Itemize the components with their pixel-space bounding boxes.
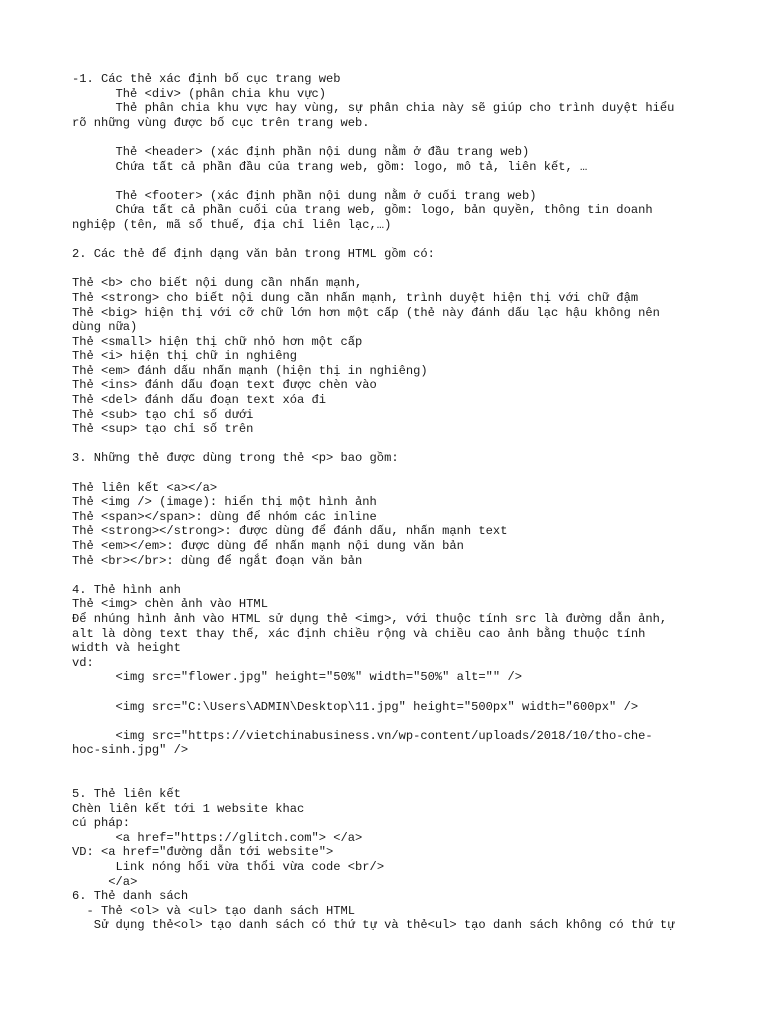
text-line (72, 233, 712, 248)
text-line: rõ những vùng được bố cục trên trang web. (72, 115, 370, 130)
text-line: Chứa tất cả phần cuối của trang web, gồm: logo, bản quyền, thông tin doanh (72, 203, 653, 218)
text-line: Chèn liên kết tới 1 website khac (72, 801, 305, 816)
text-line: cú pháp: (72, 816, 131, 831)
text-line: Thẻ <img /> (image): hiển thị một hình ảnh (72, 495, 377, 510)
text-line: Thẻ <sub> tạo chỉ số dưới (72, 407, 254, 422)
text-line: Thẻ <ins> đánh dấu đoạn text được chèn vào (72, 378, 377, 393)
text-line: - Thẻ <ol> và <ul> tạo danh sách HTML (72, 903, 356, 918)
text-line: <img src="flower.jpg" height="50%" width="50%" alt="" /> (72, 670, 522, 685)
text-line: Thẻ <b> cho biết nội dung cần nhấn mạnh, (72, 276, 363, 291)
text-line: Thẻ <img> chèn ảnh vào HTML (72, 597, 268, 612)
text-line: Link nóng hổi vừa thổi vừa code <br/> (72, 860, 385, 875)
text-line: alt là dòng text thay thế, xác định chiều rộng và chiều cao ảnh bằng thuộc tính (72, 626, 646, 641)
text-line (72, 437, 712, 452)
text-line: vd: (72, 655, 94, 670)
text-line (72, 466, 712, 481)
text-line (72, 130, 712, 145)
text-line: -1. Các thẻ xác định bố cục trang web (72, 72, 341, 86)
text-line: Thẻ <span></span>: dùng để nhóm các inline (72, 509, 377, 524)
text-line (72, 568, 712, 583)
text-line: Để nhúng hình ảnh vào HTML sử dụng thẻ <img>, với thuộc tính src là đường dẫn ảnh, (72, 611, 668, 626)
text-line: Sử dụng thẻ<ol> tạo danh sách có thứ tự và thẻ<ul> tạo danh sách không có thứ tự (72, 918, 675, 933)
text-line: Thẻ <strong> cho biết nội dung cần nhấn mạnh, trình duyệt hiện thị với chữ đậm (72, 290, 639, 305)
text-line: <img src="https://vietchinabusiness.vn/wp-content/uploads/2018/10/tho-che- (72, 728, 653, 743)
text-line: Thẻ <footer> (xác định phần nội dung nằm ở cuối trang web) (72, 188, 537, 203)
text-line: Thẻ <em></em>: được dùng để nhấn mạnh nội dung văn bản (72, 539, 464, 553)
text-line: 6. Thẻ danh sách (72, 889, 189, 904)
text-line (72, 758, 712, 773)
text-line: 4. Thẻ hình anh (72, 582, 181, 597)
document-body (72, 72, 712, 933)
text-line: Thẻ <small> hiện thị chữ nhỏ hơn một cấp (72, 334, 363, 349)
text-line (72, 773, 712, 788)
text-line: Thẻ phân chia khu vực hay vùng, sự phân chia này sẽ giúp cho trình duyệt hiểu (72, 101, 675, 116)
text-line: <img src="C:\Users\ADMIN\Desktop\11.jpg" height="500px" width="600px" /> (72, 699, 639, 714)
text-line (72, 262, 712, 277)
text-line (72, 714, 712, 729)
text-line: Thẻ <del> đánh dấu đoạn text xóa đi (72, 393, 327, 408)
text-line: dùng nữa) (72, 320, 138, 335)
text-line: Thẻ <em> đánh dấu nhấn mạnh (hiện thị in nghiêng) (72, 363, 428, 378)
text-line: width và height (72, 641, 181, 656)
text-line: Thẻ liên kết <a></a> (72, 480, 218, 495)
text-line: Thẻ <sup> tạo chỉ số trên (72, 422, 254, 437)
text-line: Thẻ <i> hiện thị chữ in nghiêng (72, 349, 297, 364)
text-line: Thẻ <strong></strong>: được dùng để đánh dấu, nhấn mạnh text (72, 524, 508, 539)
text-line (72, 685, 712, 700)
text-line: </a> (72, 874, 138, 889)
text-line: VD: <a href="đường dẫn tới website"> (72, 845, 334, 860)
text-line: Thẻ <header> (xác định phần nội dung nằm ở đầu trang web) (72, 144, 530, 159)
text-line: hoc-sinh.jpg" /> (72, 743, 189, 758)
text-line: Chứa tất cả phần đầu của trang web, gồm: logo, mô tả, liên kết, … (72, 159, 588, 174)
text-line: 2. Các thẻ để định dạng văn bản trong HTML gồm có: (72, 247, 435, 262)
text-line: Thẻ <big> hiện thị với cỡ chữ lớn hơn một cấp (thẻ này đánh dấu lạc hậu không nên (72, 305, 660, 320)
text-line: nghiệp (tên, mã số thuế, địa chỉ liên lạc,…) (72, 217, 392, 232)
text-line: 3. Những thẻ được dùng trong thẻ <p> bao gồm: (72, 451, 399, 466)
text-line (72, 174, 712, 189)
text-line: <a href="https://glitch.com"> </a> (72, 830, 363, 845)
text-line: Thẻ <div> (phân chia khu vực) (72, 86, 327, 101)
text-line: 5. Thẻ liên kết (72, 787, 181, 802)
text-line: Thẻ <br></br>: dùng để ngắt đoạn văn bản (72, 553, 363, 568)
